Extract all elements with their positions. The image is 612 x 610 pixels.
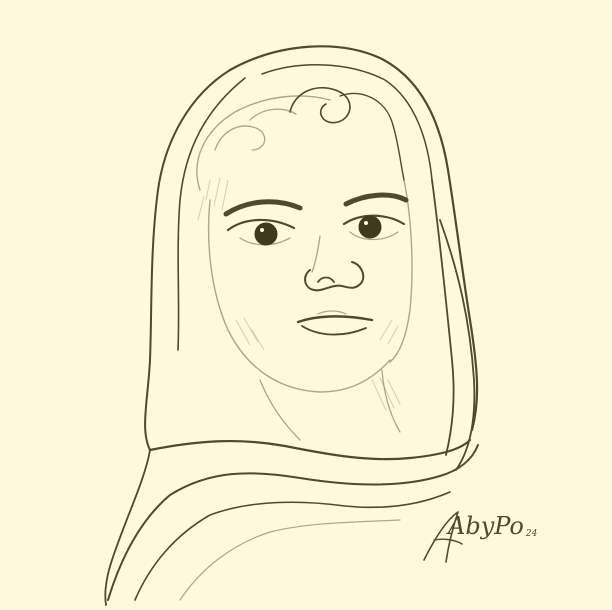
right-eye: [344, 216, 404, 240]
mouth: [298, 311, 372, 335]
scarf-outline: [145, 46, 477, 470]
face: [209, 180, 412, 392]
signature-name: AbyPo: [448, 512, 524, 540]
scarf-drape: [105, 440, 478, 605]
nose: [305, 236, 363, 290]
hair-curls: [197, 88, 404, 220]
artist-signature: [448, 512, 537, 540]
signature-year: 24: [525, 529, 538, 539]
left-eye: [228, 220, 294, 245]
eyebrows: [226, 195, 406, 214]
neck: [260, 370, 400, 440]
